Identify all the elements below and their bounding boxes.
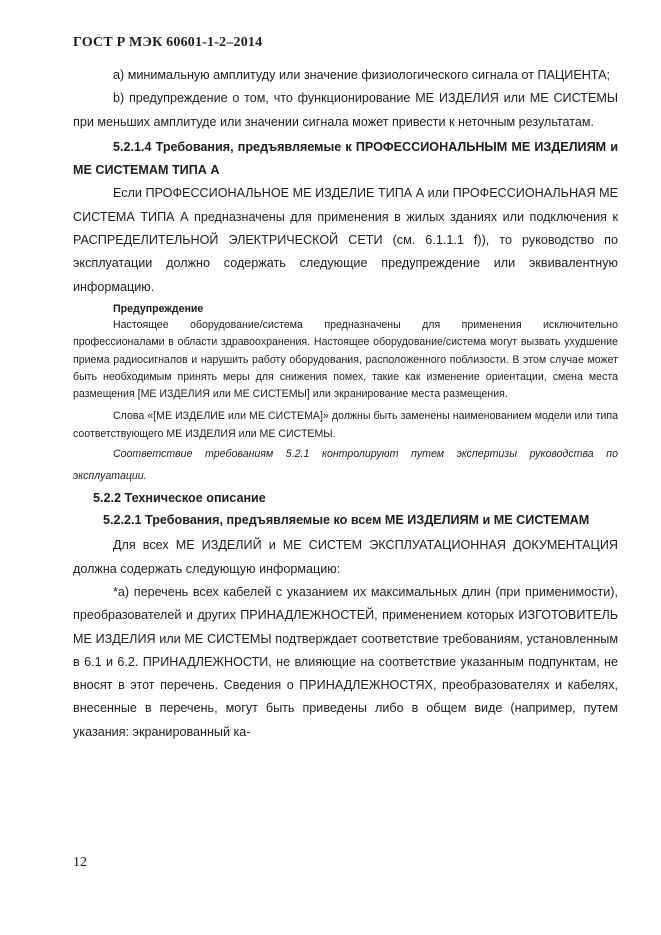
section-heading-5-2-2-1: 5.2.2.1 Требования, предъявляемые ко всем МЕ ИЗДЕЛИЯМ и МЕ СИСТЕМАМ xyxy=(103,513,590,528)
document-header: ГОСТ Р МЭК 60601-1-2–2014 xyxy=(73,35,263,50)
list-item-a: a) минимальную амплитуду или значение физиологического сигнала от ПАЦИЕНТА; xyxy=(113,68,610,82)
section-heading-5-2-1-4: 5.2.1.4 Требования, предъявляемые к ПРОФЕССИОНАЛЬНЫМ МЕ ИЗДЕЛИЯМ и МЕ СИСТЕМАМ ТИПА А xyxy=(73,139,618,178)
warning-text: Настоящее оборудование/система предназначены для применения исключительно профессионалами в области здравоохранения. Настоящее оборудование/система могут вызвать ухудшение приема радиосигналов и нарушить работу оборудования, расположенного поблизости. В этом случае может быть необходимым принять меры для снижения помех, такие как изменение ориентации, смена места размещения [МЕ ИЗДЕЛИЯ или МЕ СИСТЕМЫ] или экранирование места размещения. xyxy=(73,318,618,401)
page-number: 12 xyxy=(73,855,87,870)
paragraph-5-2-1-4: Если ПРОФЕССИОНАЛЬНОЕ МЕ ИЗДЕЛИЕ ТИПА А или ПРОФЕССИОНАЛЬНАЯ МЕ СИСТЕМА ТИПА А предназначены для применения в жилых зданиях или подключения к РАСПРЕДЕЛИТЕЛЬНОЙ ЭЛЕКТРИЧЕСКОЙ СЕТИ (см. 6.1.1.1 f)), то руководство по эксплуатации должно содержать следующие предупреждение или эквивалентную информацию. xyxy=(73,186,618,294)
list-item-star-a: *а) перечень всех кабелей с указанием их максимальных длин (при применимости), преобразователей и других ПРИНАДЛЕЖНОСТЕЙ, применением которых ИЗГОТОВИТЕЛЬ МЕ ИЗДЕЛИЯ или МЕ СИСТЕМЫ подтверждает соответствие требованиям, установленным в 6.1 и 6.2. ПРИНАДЛЕЖНОСТИ, не влияющие на соответствие указанным подпунктам, не вносят в этот перечень. Сведения о ПРИНАДЛЕЖНОСТЯХ, преобразователях и кабелях, внесенные в перечень, могут быть приведены либо в общем виде (например, путем указания: экранированный ка- xyxy=(73,584,618,739)
list-item-b: b) предупреждение о том, что функционирование МЕ ИЗДЕЛИЯ или МЕ СИСТЕМЫ при меньших амплитуде или значении сигнала может привести к неточным результатам. xyxy=(73,91,618,129)
page-body xyxy=(73,64,618,744)
compliance-note: Соответствие требованиям 5.2.1 контролируют путем экспертизы руководства по эксплуатации. xyxy=(73,448,618,483)
section-heading-5-2-2: 5.2.2 Техническое описание xyxy=(93,491,266,506)
words-replacement-note: Слова «[МЕ ИЗДЕЛИЕ или МЕ СИСТЕМА]» должны быть заменены наименованием модели или типа соответствующего МЕ ИЗДЕЛИЯ или МЕ СИСТЕМЫ. xyxy=(73,410,618,440)
warning-title: Предупреждение xyxy=(113,302,204,315)
paragraph-5-2-2-1: Для всех МЕ ИЗДЕЛИЙ и МЕ СИСТЕМ ЭКСПЛУАТАЦИОННАЯ ДОКУМЕНТАЦИЯ должна содержать следующую информацию: xyxy=(73,538,618,576)
